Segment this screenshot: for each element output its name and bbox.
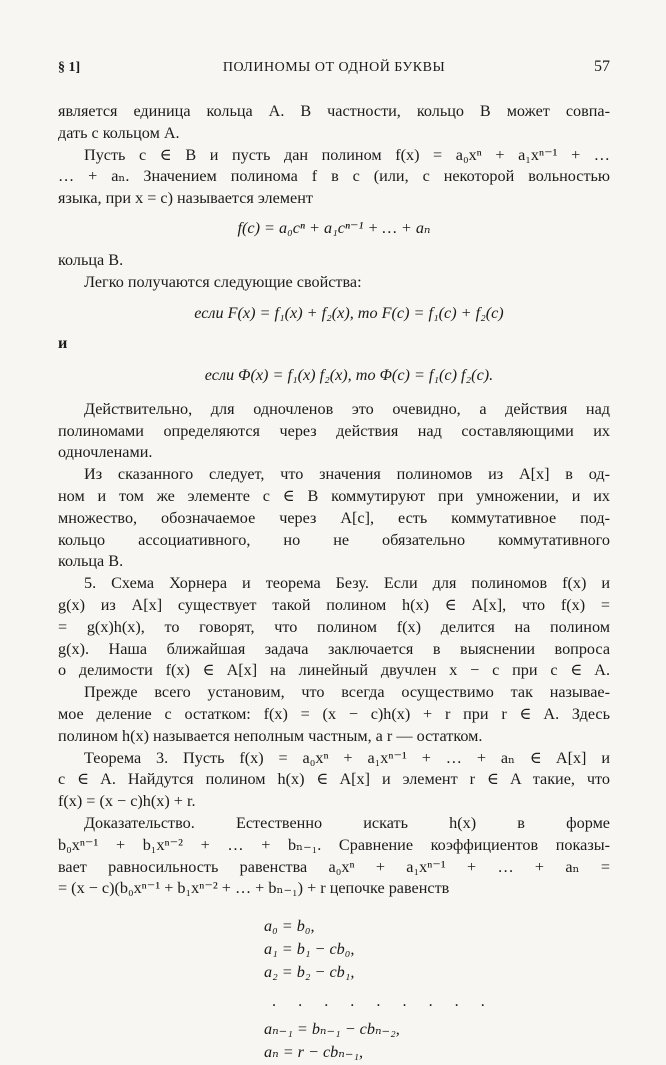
running-header xyxy=(58,60,610,84)
product-property-formula: если Φ(x) = f₁(x) f₂(x), то Φ(c) = f₁(c) f₂(c). xyxy=(204,365,494,384)
text-line: ном и том же элементе c ∈ B коммутируют при умножении, и их xyxy=(58,486,610,505)
text-line: кольцо ассоциативного, но не обязательно коммутативного xyxy=(58,530,610,549)
text-line: Легко получаются следующие свойства: xyxy=(84,272,362,291)
text-line: кольца B. xyxy=(58,250,124,269)
paragraph-5 xyxy=(58,399,610,464)
text-line: мое деление с остатком: f(x) = (x − c)h(x) + r при r ∈ A. Здесь xyxy=(58,704,610,723)
equation: aₙ = r − cbₙ₋₁, xyxy=(264,1043,364,1062)
theorem-3 xyxy=(58,748,610,813)
text-line: о делимости f(x) ∈ A[x] на линейный двучлен x − c при c ∈ A. xyxy=(58,661,610,680)
text-line: языка, при x = c) называется элемент xyxy=(58,189,313,208)
text-line: c ∈ A. Найдутся полином h(x) ∈ A[x] и элемент r ∈ A такие, что xyxy=(58,770,610,789)
text-line: g(x). Наша ближайшая задача заключается в выяснении вопроса xyxy=(58,639,610,658)
text-line: Теорема 3. Пусть f(x) = a₀xⁿ + a₁xⁿ⁻¹ + … + aₙ ∈ A[x] и xyxy=(84,748,610,767)
section-mark: § 1] xyxy=(58,60,81,75)
proof xyxy=(58,813,610,900)
page-body xyxy=(58,101,610,1065)
equation: a₀ = b₀, xyxy=(264,917,315,936)
text-line: полином h(x) называется неполным частным, а r — остатком. xyxy=(58,726,483,745)
page-number: 57 xyxy=(594,58,610,75)
conjunction: и xyxy=(58,334,68,353)
text-line: 5. Схема Хорнера и теорема Безу. Если для полиномов f(x) и xyxy=(84,574,610,593)
text-line: b₀xⁿ⁻¹ + b₁xⁿ⁻² + … + bₙ₋₁. Сравнение коэффициентов показы- xyxy=(58,835,610,854)
text-line: Действительно, для одночленов это очевидно, а действия над xyxy=(84,399,610,418)
text-line: … + aₙ. Значением полинома f в c (или, с некоторой вольностью xyxy=(58,167,610,186)
text-line: вает равносильность равенства a₀xⁿ + a₁xⁿ⁻¹ + … + aₙ = xyxy=(58,857,610,876)
paragraph-division xyxy=(58,682,610,747)
text-line: Прежде всего установим, что всегда осуществимо так называе- xyxy=(84,683,610,702)
text-line: = g(x)h(x), то говорят, что полином f(x) делится на полином xyxy=(58,617,610,636)
equation: aₙ₋₁ = bₙ₋₁ − cbₙ₋₂, xyxy=(264,1020,400,1039)
paragraph-1 xyxy=(58,101,610,145)
paragraph-2 xyxy=(58,145,610,210)
equation-chain xyxy=(58,916,610,1065)
text-line: Пусть c ∈ B и пусть дан полином f(x) = a₀xⁿ + a₁xⁿ⁻¹ + … xyxy=(84,145,610,164)
equation: a₁ = b₁ − cb₀, xyxy=(264,940,355,959)
paragraph-6 xyxy=(58,464,610,573)
text-line: g(x) из A[x] существует такой полином h(x) ∈ A[x], что f(x) = xyxy=(58,595,610,614)
text-line: полиномами определяются через действия над составляющими их xyxy=(58,421,610,440)
text-line: дать с кольцом A. xyxy=(58,123,180,142)
text-line: f(x) = (x − c)h(x) + r. xyxy=(58,792,196,811)
text-line: множество, обозначаемое через A[c], есть коммутативное под- xyxy=(58,508,610,527)
value-formula: f(c) = a₀cⁿ + a₁cⁿ⁻¹ + … + aₙ xyxy=(237,218,431,237)
text-line: = (x − c)(b₀xⁿ⁻¹ + b₁xⁿ⁻² + … + bₙ₋₁) + r цепочке равенств xyxy=(58,879,450,898)
text-line: Из сказанного следует, что значения полиномов из A[x] в од- xyxy=(84,465,610,484)
paragraph-horner xyxy=(58,573,610,682)
text-line: кольца B. xyxy=(58,552,124,571)
sum-property-formula: если F(x) = f₁(x) + f₂(x), то F(c) = f₁(c) + f₂(c) xyxy=(194,304,504,323)
text-line: одночленами. xyxy=(58,443,153,462)
equation: a₂ = b₂ − cb₁, xyxy=(264,963,355,982)
page-title: ПОЛИНОМЫ ОТ ОДНОЙ БУКВЫ xyxy=(222,60,446,75)
text-line: является единица кольца A. В частности, кольцо B может совпа- xyxy=(58,102,610,120)
ellipsis-row: . . . . . . . . . xyxy=(272,992,494,1011)
text-line: Доказательство. Естественно искать h(x) в форме xyxy=(84,813,610,832)
